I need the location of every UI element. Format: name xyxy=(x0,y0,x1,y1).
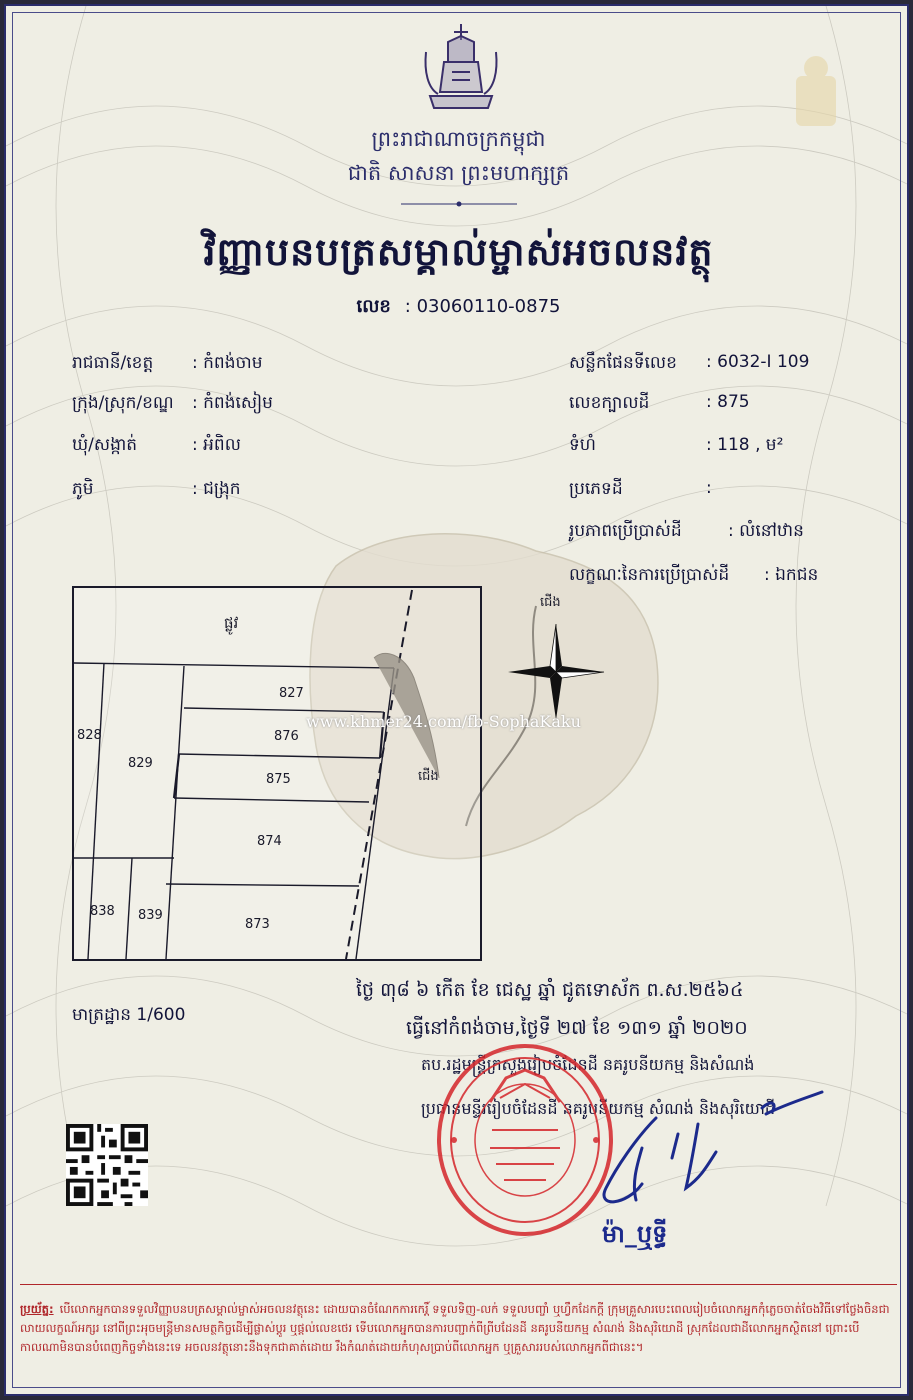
authority-line-2: ប្រធានមន្ទីររៀបចំដែនដី នគរូបនីយកម្ម សំណង់ និងសុរិយោដី xyxy=(421,1099,776,1118)
parcel-label: 828 xyxy=(77,728,102,743)
field-land-use-label: រូបភាពប្រើប្រាស់ដី xyxy=(569,521,682,541)
parcel-label: 829 xyxy=(128,756,153,771)
certificate-number-label: លេខ xyxy=(356,296,391,317)
field-land-type-label: ប្រភេទដី xyxy=(569,479,623,499)
royal-coat-of-arms-icon xyxy=(416,22,506,118)
signer-name: ម៉ា_ឬទ្ធី xyxy=(602,1220,668,1248)
field-land-type-value: : xyxy=(706,478,712,498)
map-scale: មាត្រដ្ឋាន 1/600 xyxy=(72,1005,186,1025)
national-motto: ជាតិ សាសនា ព្រះមហាក្សត្រ xyxy=(347,161,570,185)
road-label: ផ្លូវ xyxy=(224,614,239,632)
field-province-label: រាជធានី/ខេត្ត xyxy=(72,353,154,373)
certificate-number-value: : 03060110-0875 xyxy=(404,296,561,317)
field-commune-label: ឃុំ/សង្កាត់ xyxy=(72,435,138,455)
parcel-label: 873 xyxy=(245,917,270,932)
footer-warning-text: បើលោកអ្នកបានទទួលវិញ្ញាបនបត្រសម្គាល់ម្ចាស់អចលនវត្ថុនេះ ដោយបានចំណែកការកេរ្តិ៍ ទទួលទិញ-លក់ ទទួលបញ្ចាំ ឬហ្វឹកដែកក្តី ក្រុមគ្រួសារបេះពេលរៀបចំលោកអ្នកកុំភ្លេចចាត់ចែងវិធីទៅថ្លែងចិនជាលាយលក្ខណ៍អក្សរ នៅពីព្រះអុចមន្ត្រីមានសមត្ថកិច្ចដើម្បីផ្លាស់ប្តូរ ឬផ្តល់លេខថេរ ទើបលោកអ្នកបានការបញ្ជាក់ពីព្រីបដែនដី នគរូបនីយកម្ម សំណង់ និងសុរិយោដី ស្រុកដែលជាដីលោកអ្នកស្ថិតនៅ ព្រោះបើកាលណាមិនបានបំពេញកិច្ចទាំងនេះទេ អចលនវត្ថុនោះនឹងទុកជាគាត់ដោយ រឹងកំណត់ដោយកំហុសប្រាប់ពីលោកអ្នក ឬគ្រួសាររបស់លោកអ្នកពីជានេះ។ xyxy=(20,1302,890,1354)
issue-date: ធ្វើនៅកំពង់ចាម,ថ្ងៃទី ២៧ ខែ ១៣១ ឆ្នាំ ២០២០ xyxy=(406,1017,748,1039)
field-map-sheet-value: : 6032-I 109 xyxy=(706,352,810,372)
certificate-number xyxy=(6,294,909,321)
footer-divider xyxy=(20,1284,897,1285)
field-area-label: ទំហំ xyxy=(569,435,596,455)
north-arrow-compass-icon xyxy=(506,622,606,722)
footer-warning-label: ប្រយ័ត្ន: xyxy=(20,1302,54,1316)
field-village-value: : ជង្រុក xyxy=(192,479,241,499)
field-map-sheet-label: សន្លឹកផែនទីលេខ xyxy=(569,353,677,373)
field-area-value: : 118 ‚ ម² xyxy=(706,435,784,455)
field-land-use-type-value: : ឯកជន xyxy=(764,565,819,585)
watermark-text: www.khmer24.com/fb-SophaKaku xyxy=(306,712,581,731)
parcel-label: 874 xyxy=(257,834,282,849)
field-land-use-value: : លំនៅឋាន xyxy=(728,521,804,541)
field-commune-value: : អំពិល xyxy=(192,435,241,455)
parcel-label: 875 xyxy=(266,772,291,787)
field-parcel-number-value: : 875 xyxy=(706,392,750,412)
handwritten-signature xyxy=(566,1088,826,1218)
footer-warning-note xyxy=(20,1300,898,1357)
field-district-value: : កំពង់សៀម xyxy=(192,393,273,413)
field-district-label: ក្រុង/ស្រុក/ខណ្ឌ xyxy=(72,393,174,413)
qr-code-icon xyxy=(66,1124,148,1206)
document-title: វិញ្ញាបនបត្រសម្គាល់ម្ចាស់អចលនវត្ថុ xyxy=(203,230,714,274)
field-village-label: ភូមិ xyxy=(72,479,94,499)
north-label: ជើង xyxy=(540,595,561,610)
ornament-divider xyxy=(399,199,519,209)
parcel-label: 838 xyxy=(90,904,115,919)
parcel-label: 827 xyxy=(279,686,304,701)
authority-line-1: តប.រដ្ឋមន្ត្រីក្រសួងរៀបចំដែនដី នគរូបនីយកម្ម និងសំណង់ xyxy=(421,1055,755,1074)
river-label: ជើង xyxy=(418,769,439,784)
parcel-label: 839 xyxy=(138,908,163,923)
field-province-value: : កំពង់ចាម xyxy=(192,353,263,373)
field-land-use-type-label: លក្ខណៈនៃការប្រើប្រាស់ដី xyxy=(569,565,730,585)
lunar-date: ថ្ងៃ ៣ុ៨ ៦ កើត ខែ ជេស្ឋ ឆ្នាំ ជូតទោស័ក ព.ស.២៥៦៤ xyxy=(356,979,744,1001)
field-parcel-number-label: លេខក្បាលដី xyxy=(569,393,650,413)
land-title-certificate xyxy=(4,4,909,1396)
parcel-label: 876 xyxy=(274,729,299,744)
security-emblem-icon xyxy=(786,46,846,136)
kingdom-heading: ព្រះរាជាណាចក្រកម្ពុជា xyxy=(371,127,546,151)
